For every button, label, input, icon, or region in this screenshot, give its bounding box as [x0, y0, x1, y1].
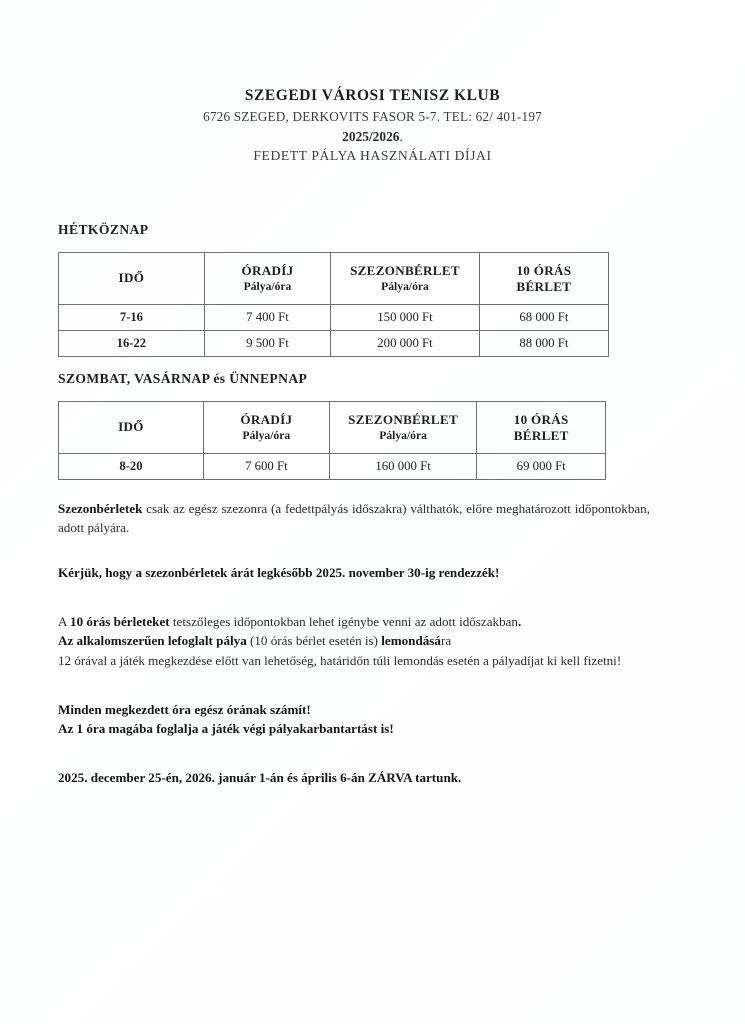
note-cancellation-bold2: lemondásá [381, 633, 441, 649]
note-cancellation-detail: 12 órával a játék megkezdése előtt van lehetőség, határidőn túli lemondás esetén a pályadíjat ki kell fizetni! [58, 652, 622, 668]
note-ten-hour-bold: 10 órás bérleteket [70, 614, 170, 630]
col-header-hourly [204, 253, 331, 305]
col-header-time-main: IDŐ [118, 419, 144, 435]
note-season-pass-rest: csak az egész szezonra (a fedettpályás időszakra) válthatók, előre meghatározott időpontokban, adott pályára. [58, 501, 650, 536]
cell-season: 150 000 Ft [331, 305, 480, 331]
season-line [0, 128, 745, 145]
document-subtitle: FEDETT PÁLYA HASZNÁLATI DÍJAI [253, 147, 492, 163]
col-header-tenhour [477, 402, 606, 454]
document-body [58, 222, 650, 787]
note-cancellation-tail: ra [440, 633, 452, 649]
note-cancellation-bold1: Az alkalomszerűen lefoglalt pálya [58, 633, 247, 649]
col-header-season-sub: Pálya/óra [381, 279, 429, 293]
section-heading-weekend: SZOMBAT, VASÁRNAP és ÜNNEPNAP [58, 371, 308, 386]
table-row [59, 305, 609, 331]
note-closed-days: 2025. december 25-én, 2026. január 1-án és április 6-án ZÁRVA tartunk. [58, 769, 462, 785]
note-cancellation [58, 631, 650, 650]
club-address: 6726 SZEGED, DERKOVITS FASOR 5-7. TEL: 62/ 401-197 [203, 109, 542, 125]
table-header-row [59, 402, 606, 454]
col-header-tenhour-main: 10 ÓRÁS [513, 411, 569, 427]
note-maintenance: Az 1 óra magába foglalja a játék végi pályakarbantartást is! [58, 720, 394, 736]
table-header-row [59, 253, 609, 305]
note-season-pass-lead: Szezonbérletek [58, 501, 143, 516]
col-header-time [59, 402, 204, 454]
col-header-hourly-main: ÓRADÍJ [241, 262, 294, 278]
table-row [59, 331, 609, 357]
col-header-hourly-sub: Pálya/óra [242, 428, 291, 442]
cell-time: 7-16 [59, 305, 205, 331]
col-header-hourly-sub: Pálya/óra [243, 279, 292, 293]
note-payment-deadline: Kérjük, hogy a szezonbérletek árát legkésőbb 2025. november 30-ig rendezzék! [58, 565, 500, 581]
club-name: SZEGEDI VÁROSI TENISZ KLUB [244, 87, 501, 104]
col-header-tenhour [479, 253, 608, 305]
cell-hourly: 9 500 Ft [204, 331, 331, 357]
col-header-hourly-main: ÓRADÍJ [240, 411, 293, 427]
note-ten-hour-prefix: A [58, 614, 71, 630]
weekday-rate-table [58, 252, 609, 357]
table-row [59, 454, 606, 480]
note-ten-hour-rest: tetszőleges időpontokban lehet igénybe venni az adott [169, 614, 460, 630]
col-header-time [59, 253, 205, 305]
cell-hourly: 7 400 Ft [204, 305, 331, 331]
note-ten-hour-line2: időszakban [459, 614, 518, 630]
col-header-tenhour-sub: BÉRLET [516, 278, 572, 294]
note-ten-hour-period: . [517, 614, 522, 630]
season-suffix: . [399, 129, 403, 145]
cell-season: 200 000 Ft [331, 331, 480, 357]
season-year: 2025/2026 [342, 129, 400, 145]
cell-time: 16-22 [59, 331, 205, 357]
weekend-rate-table [58, 401, 606, 480]
cell-season: 160 000 Ft [329, 454, 477, 480]
cell-time: 8-20 [59, 454, 204, 480]
col-header-hourly [203, 402, 329, 454]
col-header-tenhour-main: 10 ÓRÁS [516, 262, 572, 278]
col-header-season-main: SZEZONBÉRLET [350, 262, 460, 278]
note-season-pass [58, 499, 650, 537]
cell-tenhour: 69 000 Ft [477, 454, 606, 480]
col-header-season [329, 402, 477, 454]
col-header-tenhour-sub: BÉRLET [513, 427, 569, 443]
col-header-season [331, 253, 480, 305]
col-header-time-main: IDŐ [118, 270, 145, 286]
note-ten-hour [58, 612, 650, 631]
cell-tenhour: 68 000 Ft [479, 305, 608, 331]
cell-hourly: 7 600 Ft [203, 454, 329, 480]
document-header [0, 0, 745, 165]
cell-tenhour: 88 000 Ft [479, 331, 608, 357]
note-full-hour: Minden megkezdett óra egész órának számít! [58, 701, 311, 717]
note-cancellation-mid: (10 órás bérlet esetén is) [246, 633, 382, 649]
section-heading-weekday: HÉTKÖZNAP [58, 222, 149, 237]
col-header-season-main: SZEZONBÉRLET [348, 411, 459, 427]
col-header-season-sub: Pálya/óra [379, 428, 427, 442]
